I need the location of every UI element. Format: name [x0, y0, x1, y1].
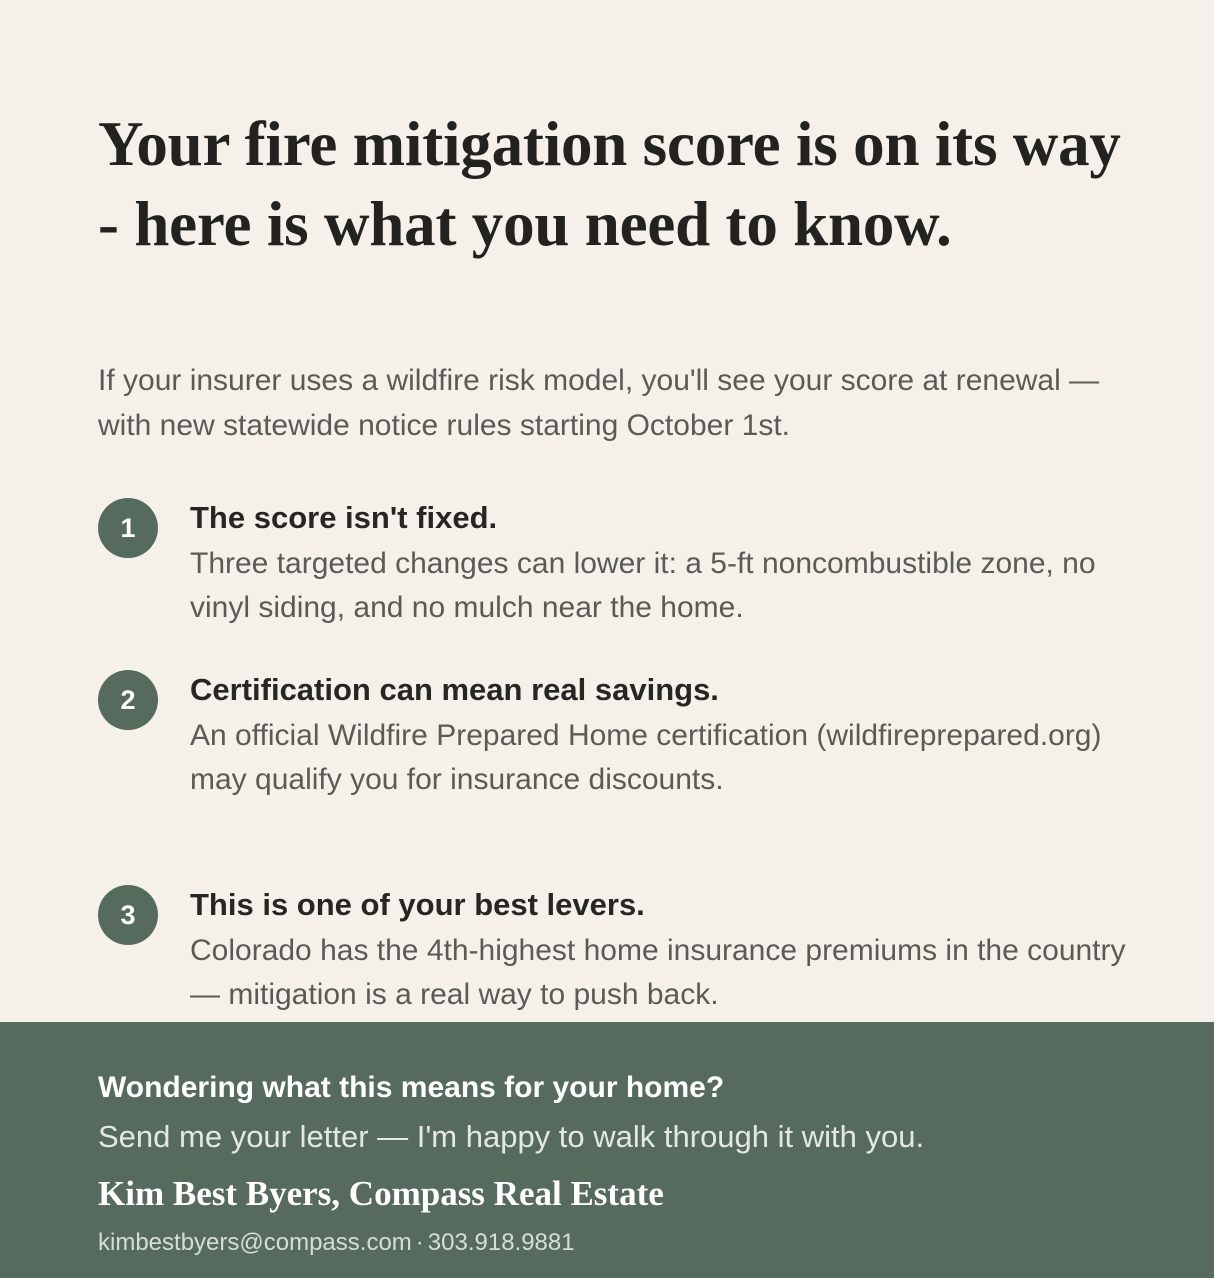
agent-name: Kim Best Byers, Compass Real Estate	[98, 1174, 664, 1213]
headline: Your fire mitigation score is on its way - here is what you need to know.	[98, 109, 1121, 259]
item-body: Colorado has the 4th-highest home insurance premiums in the country — mitigation is a real way to push back.	[190, 934, 1126, 1011]
item-body: Three targeted changes can lower it: a 5-ft noncombustible zone, no vinyl siding, and no mulch near the home.	[190, 547, 1096, 624]
number-badge: 3	[98, 885, 158, 945]
number-badge: 1	[98, 498, 158, 558]
item-body: An official Wildfire Prepared Home certification (wildfireprepared.org) may qualify you for insurance discounts.	[190, 719, 1102, 796]
intro-text: If your insurer uses a wildfire risk model, you'll see your score at renewal — with new statewide notice rules starting October 1st.	[98, 364, 1100, 442]
contact-line	[98, 1226, 575, 1260]
footer-call-to-action: Send me your letter — I'm happy to walk through it with you.	[98, 1119, 925, 1154]
email-link[interactable]: kimbestbyers@compass.com	[98, 1229, 412, 1256]
contact-separator: ·	[415, 1229, 424, 1256]
item-title: This is one of your best levers.	[190, 887, 645, 922]
phone-link[interactable]: 303.918.9881	[427, 1229, 575, 1256]
item-title: The score isn't fixed.	[190, 500, 498, 535]
footer-question: Wondering what this means for your home?	[98, 1071, 725, 1104]
item-title: Certification can mean real savings.	[190, 672, 719, 707]
number-badge: 2	[98, 670, 158, 730]
footer-banner	[0, 1022, 1214, 1278]
